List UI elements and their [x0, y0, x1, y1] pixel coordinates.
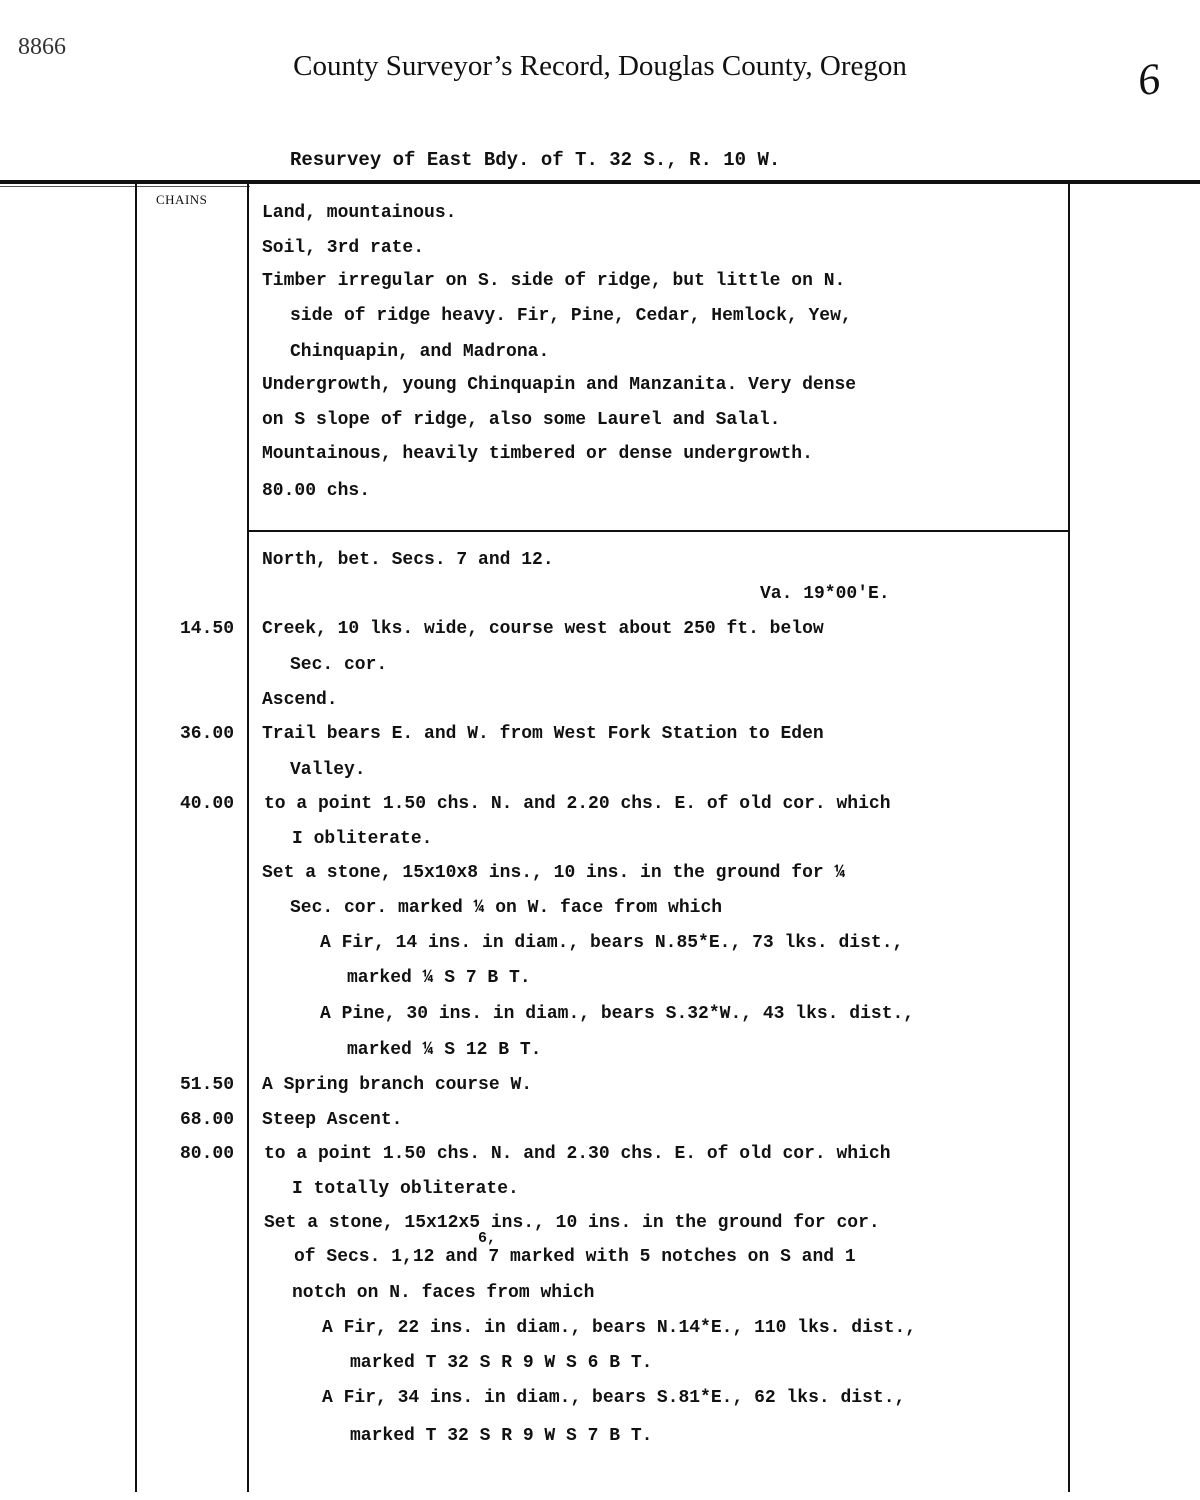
chain-distance: 80.00: [179, 1144, 234, 1164]
chain-distance: 68.00: [179, 1110, 234, 1130]
text-line: A Fir, 22 ins. in diam., bears N.14*E., 110 lks. dist.,: [322, 1318, 917, 1338]
text-line: Sec. cor. marked ¼ on W. face from which: [290, 898, 723, 918]
text-line: to a point 1.50 chs. N. and 2.30 chs. E. of old cor. which: [264, 1144, 891, 1164]
text-line: A Fir, 34 ins. in diam., bears S.81*E., 62 lks. dist.,: [322, 1388, 906, 1408]
text-line: to a point 1.50 chs. N. and 2.20 chs. E. of old cor. which: [264, 794, 891, 814]
magnetic-variation: Va. 19*00'E.: [760, 584, 890, 604]
page-number-mark: 6: [1134, 53, 1164, 106]
text-line: Set a stone, 15x10x8 ins., 10 ins. in the ground for ¼: [262, 863, 846, 883]
text-line: marked ¼ S 12 B T.: [347, 1040, 542, 1060]
text-line: Trail bears E. and W. from West Fork Station to Eden: [262, 724, 824, 744]
chain-distance: 36.00: [179, 724, 234, 744]
text-line: Ascend.: [262, 690, 338, 710]
text-line: Sec. cor.: [290, 655, 388, 675]
text-line: Set a stone, 15x12x5 ins., 10 ins. in the ground for cor.: [264, 1213, 880, 1233]
text-line: Steep Ascent.: [262, 1110, 403, 1130]
chains-column-header: CHAINS: [156, 192, 208, 207]
text-line: of Secs. 1,12 and 7 marked with 5 notches on S and 1: [294, 1247, 856, 1267]
text-line: Land, mountainous.: [262, 203, 457, 223]
document-number: 8866: [18, 34, 66, 60]
header-rule-thin: [0, 186, 250, 187]
text-line: A Spring branch course W.: [262, 1075, 533, 1095]
section-divider: [247, 530, 1070, 532]
survey-subtitle: Resurvey of East Bdy. of T. 32 S., R. 10 W.: [290, 149, 781, 171]
text-line: 80.00 chs.: [262, 481, 371, 501]
text-line: A Fir, 14 ins. in diam., bears N.85*E., 73 lks. dist.,: [320, 933, 904, 953]
text-line: Creek, 10 lks. wide, course west about 250 ft. below: [262, 619, 824, 639]
chain-distance: 14.50: [179, 619, 234, 639]
text-line: marked T 32 S R 9 W S 7 B T.: [350, 1426, 653, 1446]
header-rule: [0, 180, 1200, 184]
text-line: on S slope of ridge, also some Laurel and Salal.: [262, 410, 781, 430]
text-line: Mountainous, heavily timbered or dense undergrowth.: [262, 444, 813, 464]
handwritten-insertion: 6,: [478, 1230, 497, 1247]
text-line: side of ridge heavy. Fir, Pine, Cedar, Hemlock, Yew,: [290, 306, 852, 326]
text-line: I obliterate.: [292, 829, 433, 849]
chains-column-left-border: [135, 182, 137, 1492]
text-line: Chinquapin, and Madrona.: [290, 342, 550, 362]
text-line: A Pine, 30 ins. in diam., bears S.32*W., 43 lks. dist.,: [320, 1004, 915, 1024]
text-line: marked T 32 S R 9 W S 6 B T.: [350, 1353, 653, 1373]
chain-distance: 51.50: [179, 1075, 234, 1095]
text-line: Undergrowth, young Chinquapin and Manzanita. Very dense: [262, 375, 857, 395]
text-line: Valley.: [290, 760, 366, 780]
text-line: I totally obliterate.: [292, 1179, 519, 1199]
page-title: County Surveyor’s Record, Douglas County, Oregon: [293, 50, 907, 82]
text-line: notch on N. faces from which: [292, 1283, 595, 1303]
section-heading: North, bet. Secs. 7 and 12.: [262, 550, 554, 570]
chains-column-right-border: [247, 182, 249, 1492]
chain-distance: 40.00: [179, 794, 234, 814]
notes-column-right-border: [1068, 182, 1070, 1492]
text-line: Timber irregular on S. side of ridge, but little on N.: [262, 271, 846, 291]
text-line: marked ¼ S 7 B T.: [347, 968, 531, 988]
text-line: Soil, 3rd rate.: [262, 238, 425, 258]
